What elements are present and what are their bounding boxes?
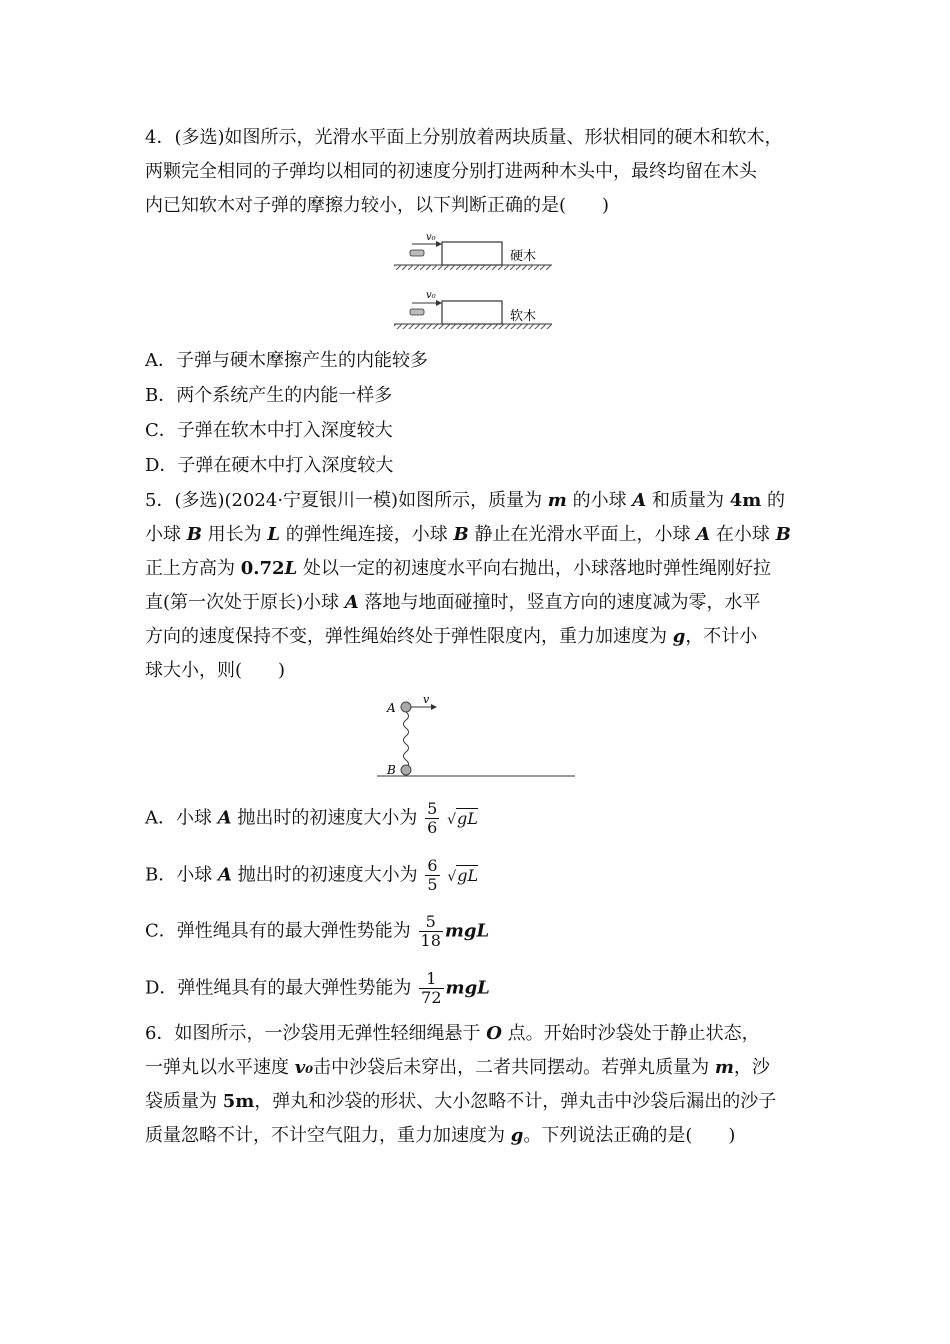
q4-velocity-label-2: v₀ [426,290,436,301]
q5-line-1: 5．(多选)(2024·宁夏银川一模)如图所示，质量为 m 的小球 A 和质量为 4m 的 [145,490,786,511]
q5-line-3: 正上方高为 0.72L 处以一定的初速度水平向右抛出，小球落地时弹性绳刚好拉 [145,558,771,579]
q5-figure [375,694,580,782]
q4-option-d: D．子弹在硬木中打入深度较大 [145,455,394,476]
q5-velocity-label: v [423,694,430,706]
q4-option-a: A．子弹与硬木摩擦产生的内能较多 [145,350,428,371]
q5-option-d: D．弹性绳具有的最大弹性势能为 $\frac{1}{72}$ mgL [145,969,490,1007]
q4-line-2: 两颗完全相同的子弹均以相同的初速度分别打进两种木头中，最终均留在木头 [145,161,757,182]
hard-wood-block [442,242,502,265]
q5-line-5: 方向的速度保持不变，弹性绳始终处于弹性限度内，重力加速度为 g，不计小 [145,626,758,647]
q6-line-4: 质量忽略不计，不计空气阻力，重力加速度为 g。下列说法正确的是( ) [145,1125,736,1146]
soft-wood-label: 软木 [510,309,537,324]
ball-b [401,765,411,775]
q4-velocity-label: v₀ [426,232,436,243]
q4-line-3: 内已知软木对子弹的摩擦力较小，以下判断正确的是( ) [145,195,610,216]
q5-line-4: 直(第一次处于原长)小球 A 落地与地面碰撞时，竖直方向的速度减为零，水平 [145,592,761,613]
q4-option-c: C．子弹在软木中打入深度较大 [145,420,393,441]
q6-line-3: 袋质量为 5m，弹丸和沙袋的形状、大小忽略不计，弹丸击中沙袋后漏出的沙子 [145,1091,777,1112]
soft-wood-diagram [394,290,552,329]
q5-option-c: C．弹性绳具有的最大弹性势能为 $\frac{5}{18}$ mgL [145,912,490,950]
q6-line-2: 一弹丸以水平速度 v₀击中沙袋后未穿出，二者共同摆动。若弹丸质量为 m，沙 [145,1057,770,1078]
q5-line-6: 球大小，则( ) [145,660,286,681]
q6-line-1: 6．如图所示，一沙袋用无弹性轻细绳悬于 O 点。开始时沙袋处于静止状态， [145,1023,760,1044]
q4-figure [390,228,560,333]
q5-option-a: A．小球 A 抛出时的初速度大小为 $\frac{5}{6}$ √gL [145,799,478,837]
hard-wood-diagram [394,232,552,270]
q5-line-2: 小球 B 用长为 L 的弹性绳连接，小球 B 静止在光滑水平面上，小球 A 在小球 B [145,524,791,545]
soft-wood-block [442,301,502,324]
bullet-icon [410,309,424,315]
q4-option-b: B．两个系统产生的内能一样多 [145,385,393,406]
q4-line-1: 4．(多选)如图所示，光滑水平面上分别放着两块质量、形状相同的硬木和软木， [145,127,783,148]
ball-a-label: A [387,701,396,715]
ball-b-label: B [387,763,396,777]
q5-option-b: B．小球 A 抛出时的初速度大小为 $\frac{6}{5}$ √gL [145,856,479,894]
hard-wood-label: 硬木 [510,249,537,264]
elastic-rope [404,712,409,768]
ball-a [401,702,411,712]
bullet-icon [410,250,424,256]
